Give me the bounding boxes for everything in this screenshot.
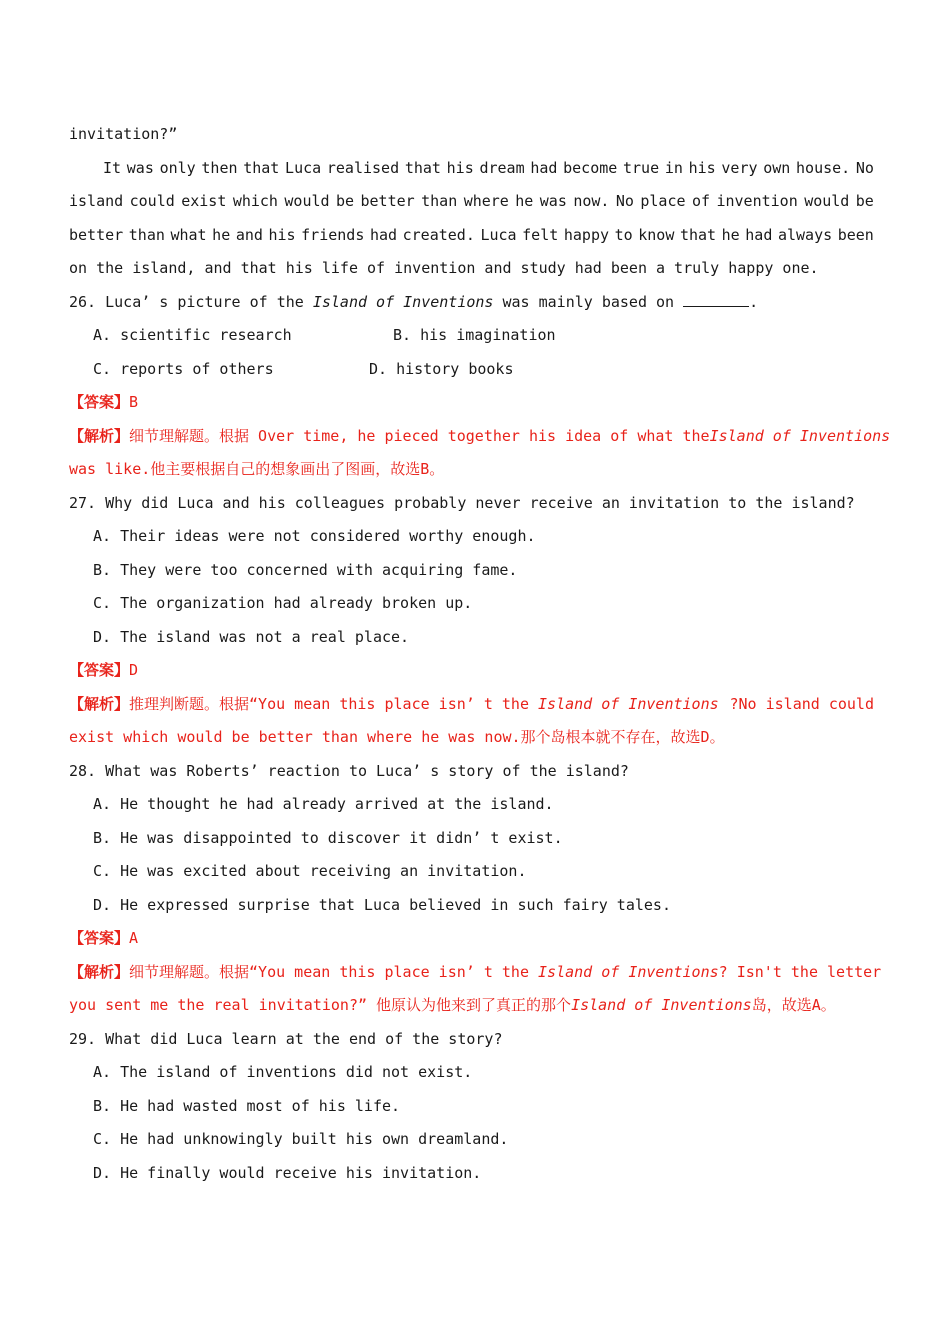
option-d: D. The island was not a real place. xyxy=(93,627,410,646)
option-c: C. The organization had already broken up. xyxy=(93,594,473,612)
question-26-analysis: 【解析】细节理解题。根据 Over time, he pieced together his idea of what the Island of Inventions xyxy=(69,426,891,445)
passage-line: better than what he and his friends had created. Luca felt happy to know that he had always been xyxy=(69,225,874,244)
question-27-stem: 27. Why did Luca and his colleagues probably never receive an invitation to the island? xyxy=(69,493,855,512)
question-28-analysis-cont: you sent me the real invitation?” 他原认为他来到了真正的那个Island of Inventions岛，故选A。 xyxy=(69,996,836,1014)
option-c: C. reports of others xyxy=(93,359,274,378)
passage-line: It was only then that Luca realised that his dream had become true in his very own house. No xyxy=(103,158,874,177)
question-28-answer: 【答案】A xyxy=(69,929,139,947)
passage-line: invitation?” xyxy=(69,125,178,143)
option-d: D. history books xyxy=(369,359,514,378)
option-d: D. He expressed surprise that Luca believed in such fairy tales. xyxy=(93,895,671,914)
question-28-stem: 28. What was Roberts’ reaction to Luca’ s story of the island? xyxy=(69,761,629,780)
option-d: D. He finally would receive his invitation. xyxy=(93,1163,482,1182)
question-27-analysis-cont: exist which would be better than where he was now.那个岛根本就不存在，故选D。 xyxy=(69,728,725,746)
question-26-analysis-cont: was like.他主要根据自己的想象画出了图画，故选B。 xyxy=(69,460,445,478)
question-26-options-row xyxy=(69,319,874,353)
option-b: B. his imagination xyxy=(393,326,556,344)
passage-line: on the island, and that his life of invention and study had been a truly happy one. xyxy=(69,259,819,277)
option-b: B. They were too concerned with acquiring fame. xyxy=(93,560,518,579)
question-27-analysis: 【解析】推理判断题。根据“You mean this place isn’ t the Island of Inventions ?No island could xyxy=(69,694,874,713)
option-b: B. He was disappointed to discover it didn’ t exist. xyxy=(93,828,563,847)
question-29-stem: 29. What did Luca learn at the end of the story? xyxy=(69,1029,503,1048)
question-27-answer: 【答案】D xyxy=(69,661,139,679)
option-a: A. scientific research xyxy=(93,326,292,344)
answer-blank xyxy=(683,292,749,307)
question-26-stem: 26. Luca’ s picture of the Island of Inventions was mainly based on . xyxy=(69,292,759,311)
option-c: C. He was excited about receiving an invitation. xyxy=(93,862,527,880)
option-a: A. The island of inventions did not exist. xyxy=(93,1063,473,1081)
question-26-answer: 【答案】B xyxy=(69,393,139,411)
document-page xyxy=(69,118,891,1190)
question-28-analysis: 【解析】细节理解题。根据“You mean this place isn’ t the Island of Inventions ? Isn't the letter xyxy=(69,962,882,981)
option-c: C. He had unknowingly built his own dreamland. xyxy=(93,1130,509,1148)
option-a: A. He thought he had already arrived at the island. xyxy=(93,795,554,813)
option-b: B. He had wasted most of his life. xyxy=(93,1096,401,1115)
question-26-options-row xyxy=(69,353,874,387)
passage-line: island could exist which would be better than where he was now. No place of invention would be xyxy=(69,192,874,210)
option-a: A. Their ideas were not considered worthy enough. xyxy=(93,527,536,545)
